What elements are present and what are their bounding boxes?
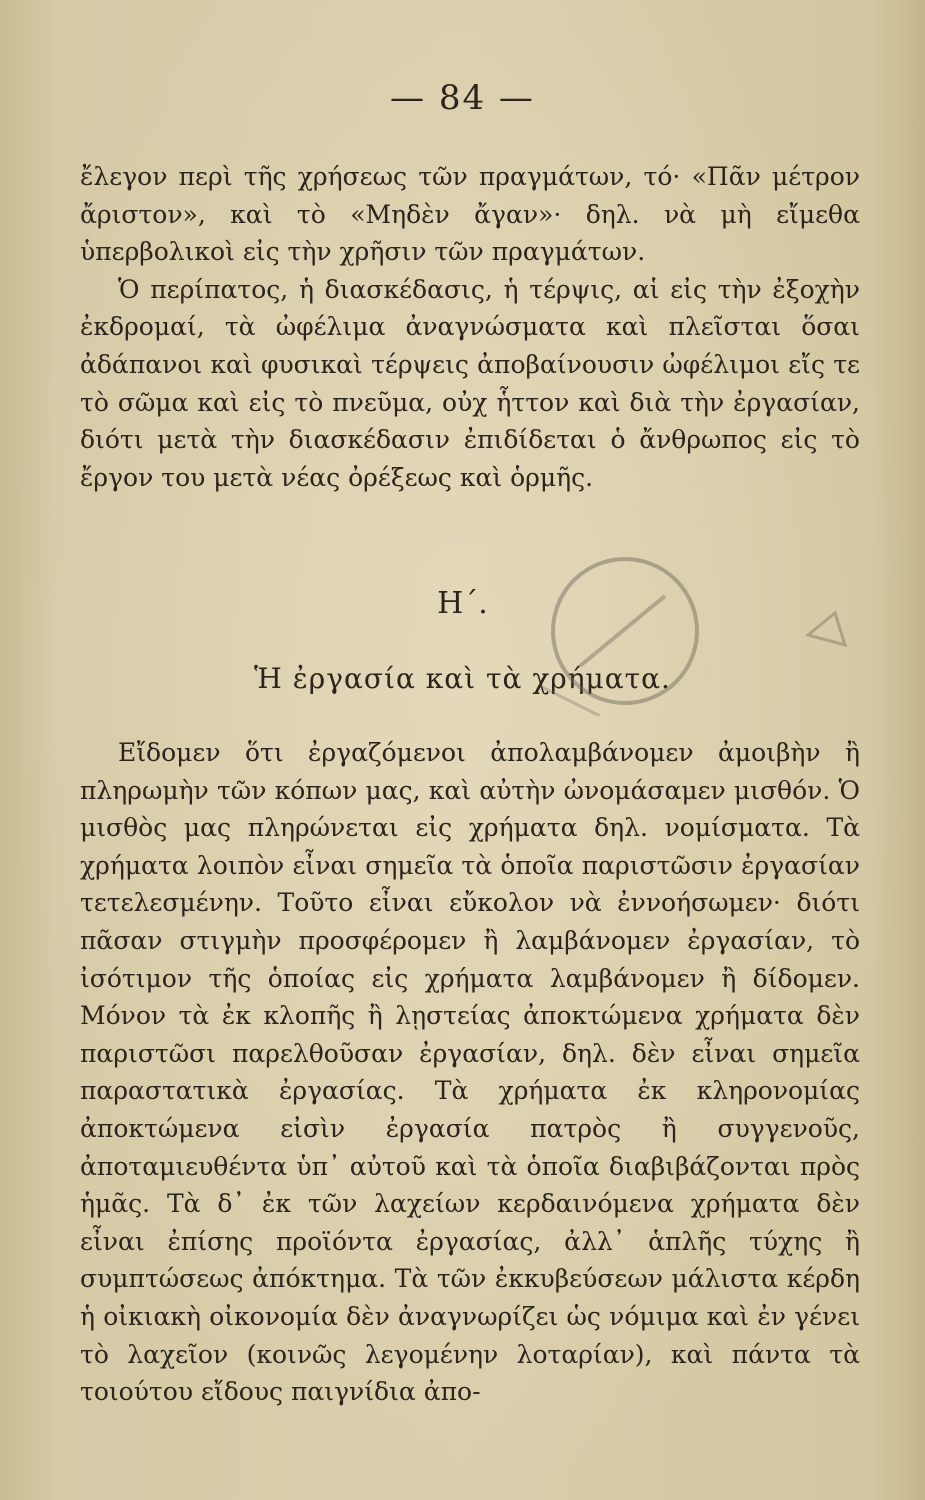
chapter-number: Η΄.: [437, 586, 488, 621]
chapter-title: Ἡ ἐργασία καὶ τὰ χρήματα.: [254, 662, 671, 695]
top-text-block: [80, 158, 860, 496]
paragraph: ἔλεγον περὶ τῆς χρήσεως τῶν πραγμάτων, τό· «Πᾶν μέτρον ἄριστον», καὶ τὸ «Μηδὲν ἄγαν»· δηλ. νὰ μὴ εἴμεθα ὑπερβολικοὶ εἰς τὴν χρῆσιν τῶν πραγμάτων.: [80, 162, 860, 267]
paragraph: Εἴδομεν ὅτι ἐργαζόμενοι ἀπολαμβάνομεν ἀμοιβὴν ἢ πληρωμὴν τῶν κόπων μας, καὶ αὐτὴν ὠνομάσαμεν μισθόν. Ὁ μισθὸς μας πληρώνεται εἰς χρήματα δηλ. νομίσματα. Τὰ χρήματα λοιπὸν εἶναι σημεῖα τὰ ὁποῖα παριστῶσιν ἐργασίαν τετελεσμένην. Τοῦτο εἶναι εὔκολον νὰ ἐννοήσωμεν· διότι πᾶσαν στιγμὴν προσφέρομεν ἢ λαμβάνομεν ἐργασίαν, τὸ ἰσότιμον τῆς ὁποίας εἰς χρήματα λαμβάνομεν ἢ δίδομεν. Μόνον τὰ ἐκ κλοπῆς ἢ λῃστείας ἀποκτώμενα χρήματα δὲν παριστῶσι παρελθοῦσαν ἐργασίαν, δηλ. δὲν εἶναι σημεῖα παραστατικὰ ἐργασίας. Τὰ χρήματα ἐκ κληρονομίας ἀποκτώμενα εἰσὶν ἐργασία πατρὸς ἢ συγγενοῦς, ἀποταμιευθέντα ὑπ᾽ αὐτοῦ καὶ τὰ ὁποῖα διαβιβάζονται πρὸς ἡμᾶς. Τὰ δ᾽ ἐκ τῶν λαχείων κερδαινόμενα χρήματα δὲν εἶναι ἐπίσης προϊόντα ἐργασίας, ἀλλ᾽ ἁπλῆς τύχης ἢ συμπτώσεως ἀπόκτημα. Τὰ τῶν ἐκκυβεύσεων μάλιστα κέρδη ἡ οἰκιακὴ οἰκονομία δὲν ἀναγνωρίζει ὡς νόμιμα καὶ ἐν γένει τὸ λαχεῖον (κοινῶς λεγομένην λοταρίαν), καὶ πάντα τὰ τοιούτου εἴδους παιγνίδια ἀπο-: [80, 738, 860, 1407]
bottom-text-block: [80, 734, 860, 1411]
paragraph: Ὁ περίπατος, ἡ διασκέδασις, ἡ τέρψις, αἱ εἰς τὴν ἐξοχὴν ἐκδρομαί, τὰ ὠφέλιμα ἀναγνώσματα καὶ πλεῖσται ὅσαι ἀδάπανοι καὶ φυσικαὶ τέρψεις ἀποβαίνουσιν ὠφέλιμοι εἴς τε τὸ σῶμα καὶ εἰς τὸ πνεῦμα, οὐχ ἧττον καὶ διὰ τὴν ἐργασίαν, διότι μετὰ τὴν διασκέδασιν ἐπιδίδεται ὁ ἄνθρωπος εἰς τὸ ἔργον του μετὰ νέας ὀρέξεως καὶ ὁρμῆς.: [80, 274, 860, 492]
page-number: — 84 —: [390, 78, 535, 118]
